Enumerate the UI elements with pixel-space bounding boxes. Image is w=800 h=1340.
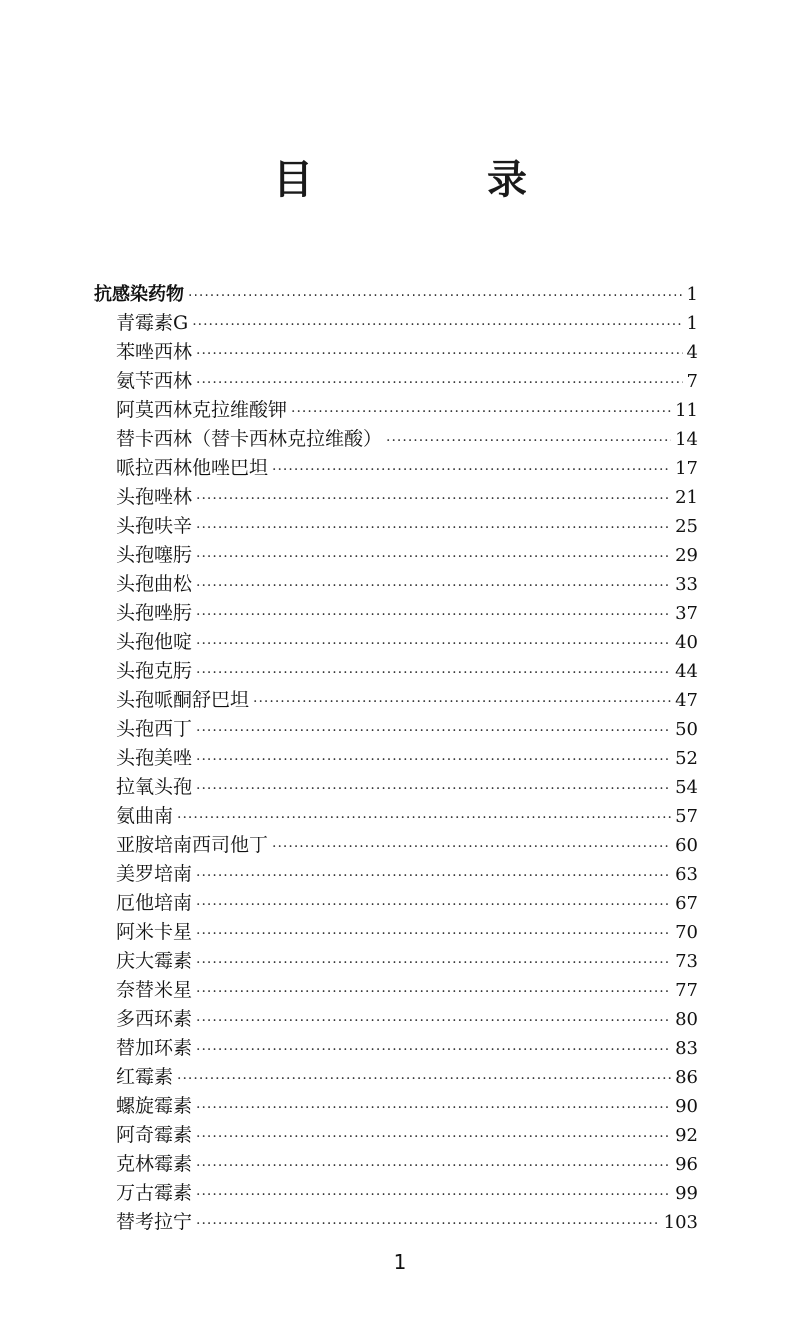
toc-entry-row[interactable] (94, 628, 698, 657)
toc-entry-page: 52 (675, 748, 698, 769)
toc-entry-row[interactable] (94, 918, 698, 947)
toc-entry-label: 阿奇霉素 (116, 1124, 193, 1146)
toc-entry-label: 阿米卡星 (116, 921, 193, 943)
toc-entry-page: 37 (675, 603, 698, 624)
toc-leader-dots (196, 485, 671, 514)
toc-entry-label: 头孢唑林 (116, 486, 193, 508)
toc-leader-dots (196, 717, 671, 746)
toc-entry-row[interactable] (94, 1179, 698, 1208)
page-title: 目 录 (273, 157, 607, 203)
toc-entry-label: 庆大霉素 (116, 950, 193, 972)
toc-entry-row[interactable] (94, 483, 698, 512)
toc-entry-row[interactable] (94, 860, 698, 889)
toc-entry-label: 头孢噻肟 (116, 544, 193, 566)
toc-entry-page: 7 (686, 371, 698, 392)
toc-entry-label: 氨苄西林 (116, 370, 193, 392)
toc-leader-dots (177, 804, 671, 833)
toc-leader-dots (196, 746, 671, 775)
toc-entry-row[interactable] (94, 454, 698, 483)
toc-entry-page: 25 (675, 516, 698, 537)
toc-entry-page: 11 (675, 400, 698, 421)
toc-entry-row[interactable] (94, 831, 698, 860)
toc-leader-dots (196, 1007, 671, 1036)
toc-entry-row[interactable] (94, 715, 698, 744)
toc-leader-dots (196, 1094, 671, 1123)
toc-entry-row[interactable] (94, 396, 698, 425)
toc-leader-dots (196, 978, 671, 1007)
toc-entry-row[interactable] (94, 309, 698, 338)
table-of-contents (94, 280, 698, 1237)
toc-leader-dots (196, 369, 683, 398)
toc-entry-row[interactable] (94, 773, 698, 802)
toc-entry-row[interactable] (94, 947, 698, 976)
toc-leader-dots (196, 1181, 671, 1210)
toc-entry-label: 哌拉西林他唑巴坦 (116, 457, 269, 479)
toc-leader-dots (196, 601, 671, 630)
toc-entry-label: 阿莫西林克拉维酸钾 (116, 399, 288, 421)
toc-entry-label: 头孢唑肟 (116, 602, 193, 624)
toc-entry-page: 1 (686, 313, 698, 334)
toc-entry-label: 头孢哌酮舒巴坦 (116, 689, 250, 711)
toc-leader-dots (196, 514, 671, 543)
toc-leader-dots (253, 688, 671, 717)
toc-entry-row[interactable] (94, 1034, 698, 1063)
toc-leader-dots (196, 659, 671, 688)
toc-entry-label: 拉氧头孢 (116, 776, 193, 798)
toc-entry-label: 多西环素 (116, 1008, 193, 1030)
toc-leader-dots (196, 775, 671, 804)
toc-entry-page: 83 (675, 1038, 698, 1059)
toc-entry-row[interactable] (94, 367, 698, 396)
toc-leader-dots (196, 891, 671, 920)
toc-entry-row[interactable] (94, 686, 698, 715)
toc-leader-dots (196, 543, 671, 572)
toc-leader-dots (196, 1123, 671, 1152)
toc-section-label: 抗感染药物 (94, 284, 184, 305)
toc-entry-page: 96 (675, 1154, 698, 1175)
toc-leader-dots (196, 630, 671, 659)
toc-entry-page: 54 (675, 777, 698, 798)
toc-entry-label: 替卡西林（替卡西林克拉维酸） (116, 428, 383, 450)
toc-entry-page: 67 (675, 893, 698, 914)
toc-entry-page: 14 (675, 429, 698, 450)
toc-entry-label: 替加环素 (116, 1037, 193, 1059)
toc-leader-dots (386, 427, 671, 456)
toc-entry-page: 92 (675, 1125, 698, 1146)
toc-entry-row[interactable] (94, 570, 698, 599)
toc-entry-row[interactable] (94, 1005, 698, 1034)
toc-entry-label: 万古霉素 (116, 1182, 193, 1204)
toc-entry-row[interactable] (94, 744, 698, 773)
toc-entry-row[interactable] (94, 1208, 698, 1237)
toc-entry-label: 头孢曲松 (116, 573, 193, 595)
toc-entry-page: 60 (675, 835, 698, 856)
toc-section-page: 1 (686, 284, 698, 305)
toc-entry-label: 青霉素G (116, 312, 189, 334)
toc-entry-row[interactable] (94, 599, 698, 628)
toc-entry-row[interactable] (94, 425, 698, 454)
toc-entry-page: 63 (675, 864, 698, 885)
toc-entry-page: 40 (675, 632, 698, 653)
toc-entry-label: 头孢呋辛 (116, 515, 193, 537)
toc-entry-row[interactable] (94, 1092, 698, 1121)
toc-leader-dots (196, 1036, 671, 1065)
toc-entry-label: 头孢克肟 (116, 660, 193, 682)
toc-entry-label: 头孢西丁 (116, 718, 193, 740)
toc-entry-row[interactable] (94, 1150, 698, 1179)
toc-entry-page: 33 (675, 574, 698, 595)
toc-entry-label: 替考拉宁 (116, 1211, 193, 1233)
toc-entry-label: 美罗培南 (116, 863, 193, 885)
toc-entry-page: 47 (675, 690, 698, 711)
toc-entry-label: 厄他培南 (116, 892, 193, 914)
toc-entry-page: 50 (675, 719, 698, 740)
toc-entry-page: 44 (675, 661, 698, 682)
toc-entry-row[interactable] (94, 657, 698, 686)
toc-leader-dots (177, 1065, 671, 1094)
toc-entry-label: 红霉素 (116, 1066, 174, 1088)
page-number: 1 (393, 1250, 407, 1274)
toc-leader-dots (196, 1152, 671, 1181)
toc-entry-row[interactable] (94, 1063, 698, 1092)
toc-section-row[interactable] (94, 280, 698, 309)
toc-entry-page: 103 (663, 1212, 698, 1233)
toc-entry-label: 苯唑西林 (116, 341, 193, 363)
toc-entry-page: 21 (675, 487, 698, 508)
toc-entry-row[interactable] (94, 541, 698, 570)
toc-entry-page: 73 (675, 951, 698, 972)
toc-entry-page: 17 (675, 458, 698, 479)
toc-entry-label: 奈替米星 (116, 979, 193, 1001)
toc-entry-label: 头孢美唑 (116, 747, 193, 769)
toc-entry-page: 70 (675, 922, 698, 943)
toc-leader-dots (196, 1210, 660, 1239)
toc-entry-row[interactable] (94, 512, 698, 541)
toc-entry-label: 头孢他啶 (116, 631, 193, 653)
toc-leader-dots (196, 572, 671, 601)
toc-leader-dots (272, 456, 671, 485)
toc-entry-page: 80 (675, 1009, 698, 1030)
toc-leader-dots (272, 833, 671, 862)
toc-leader-dots (196, 340, 683, 369)
toc-entry-label: 亚胺培南西司他丁 (116, 834, 269, 856)
toc-entry-label: 氨曲南 (116, 805, 174, 827)
toc-leader-dots (196, 949, 671, 978)
toc-leader-dots (196, 920, 671, 949)
toc-entry-row[interactable] (94, 338, 698, 367)
toc-entry-page: 77 (675, 980, 698, 1001)
toc-entry-label: 克林霉素 (116, 1153, 193, 1175)
toc-leader-dots (192, 311, 682, 340)
toc-entry-page: 29 (675, 545, 698, 566)
toc-leader-dots (196, 862, 671, 891)
toc-entry-row[interactable] (94, 976, 698, 1005)
toc-entry-label: 螺旋霉素 (116, 1095, 193, 1117)
toc-entry-row[interactable] (94, 889, 698, 918)
toc-entry-page: 86 (675, 1067, 698, 1088)
toc-entry-page: 99 (675, 1183, 698, 1204)
toc-leader-dots (188, 282, 683, 311)
toc-leader-dots (291, 398, 671, 427)
toc-entry-page: 4 (686, 342, 698, 363)
toc-entry-row[interactable] (94, 802, 698, 831)
toc-entry-page: 90 (675, 1096, 698, 1117)
toc-entry-page: 57 (675, 806, 698, 827)
toc-entry-row[interactable] (94, 1121, 698, 1150)
